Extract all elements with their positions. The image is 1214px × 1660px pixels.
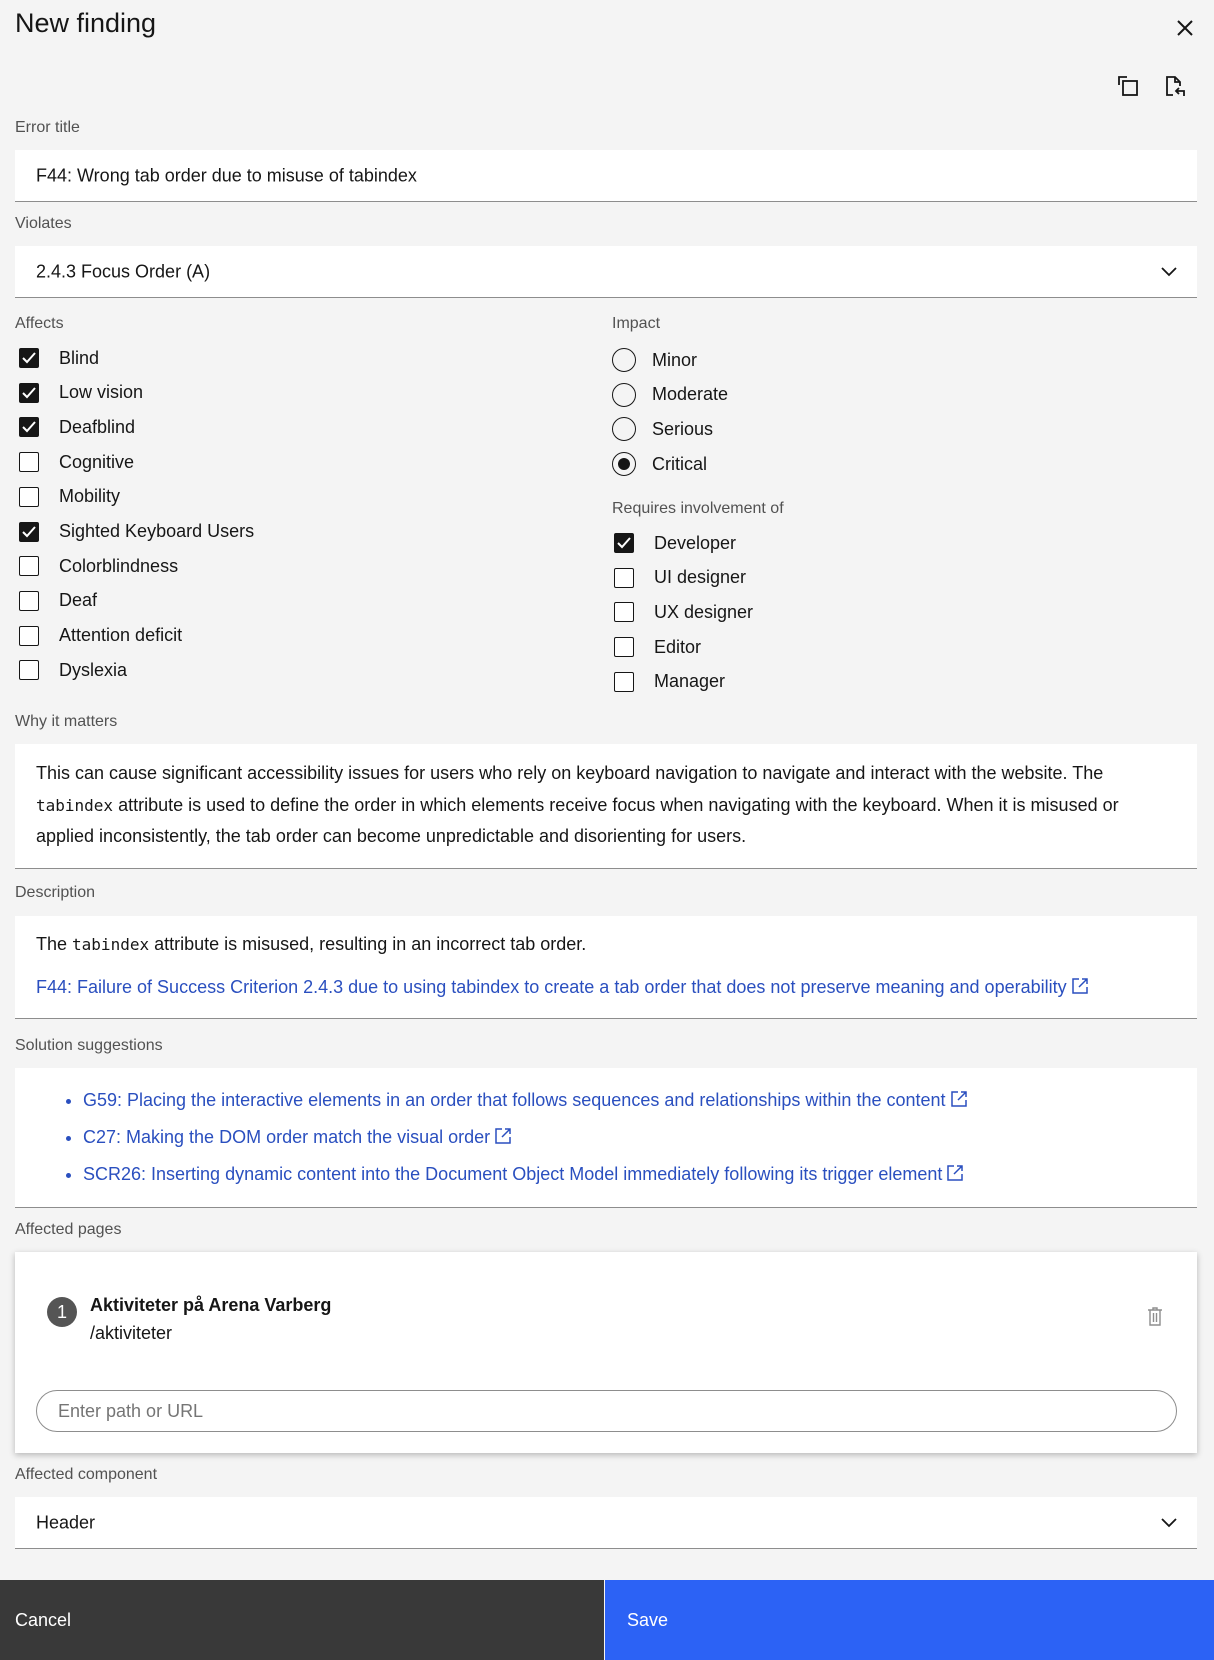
checkbox-icon[interactable] — [19, 487, 39, 507]
checkbox-icon[interactable] — [614, 568, 634, 588]
f44-link[interactable]: F44: Failure of Success Criterion 2.4.3 due to using tabindex to create a tab order that does not preserve meaning and operability — [36, 977, 1089, 997]
checkbox-sighted-keyboard-users[interactable] — [19, 517, 254, 547]
external-link-icon — [946, 1164, 964, 1182]
checkbox-low-vision[interactable] — [19, 378, 143, 408]
copy-button[interactable] — [1112, 70, 1144, 102]
solution-link[interactable]: G59: Placing the interactive elements in an order that follows sequences and relationships within the content — [83, 1090, 968, 1110]
trash-icon — [1147, 1306, 1163, 1326]
checkbox-icon[interactable] — [19, 348, 39, 368]
why-textarea[interactable] — [15, 744, 1197, 869]
option-label: Serious — [652, 418, 714, 439]
why-text: This can cause significant accessibility issues for users who rely on keyboard navigation to navigate and interact with the website. The — [36, 763, 1104, 783]
option-label: Dyslexia — [59, 659, 128, 680]
affects-label: Affects — [15, 315, 64, 332]
checkbox-editor[interactable] — [614, 632, 701, 662]
radio-minor[interactable] — [614, 345, 697, 375]
solutions-box — [15, 1068, 1197, 1208]
checkbox-icon[interactable] — [614, 533, 634, 553]
checkbox-icon[interactable] — [19, 660, 39, 680]
radio-icon[interactable] — [612, 452, 636, 476]
checkbox-icon[interactable] — [19, 626, 39, 646]
page-name: Aktiviteter på Arena Varberg — [90, 1295, 332, 1315]
option-label: Moderate — [652, 384, 729, 405]
description-text-2: attribute is misused, resulting in an incorrect tab order. — [149, 934, 587, 954]
checkbox-attention-deficit[interactable] — [19, 621, 182, 651]
solution-item — [83, 1156, 968, 1193]
checkbox-cognitive[interactable] — [19, 447, 134, 477]
option-label: UI designer — [654, 567, 747, 588]
description-code: tabindex — [72, 935, 150, 954]
import-button[interactable] — [1159, 70, 1191, 102]
chevron-down-icon — [1161, 267, 1177, 277]
option-label: Minor — [652, 349, 698, 370]
page-number-badge: 1 — [47, 1297, 77, 1327]
checkbox-icon[interactable] — [19, 383, 39, 403]
option-label: Editor — [654, 636, 702, 657]
solution-item — [83, 1119, 968, 1156]
copy-icon — [1117, 75, 1139, 97]
radio-icon[interactable] — [612, 348, 636, 372]
checkbox-blind[interactable] — [19, 343, 99, 373]
checkbox-icon[interactable] — [19, 522, 39, 542]
option-label: Cognitive — [59, 451, 135, 472]
why-label: Why it matters — [15, 713, 118, 730]
cancel-button[interactable]: Cancel — [0, 1580, 604, 1660]
radio-icon[interactable] — [612, 383, 636, 407]
solutions-label: Solution suggestions — [15, 1037, 163, 1054]
impact-label: Impact — [612, 315, 661, 332]
checkbox-icon[interactable] — [614, 602, 634, 622]
option-label: Colorblindness — [59, 555, 179, 576]
external-link-icon — [950, 1090, 968, 1108]
option-label: Mobility — [59, 486, 121, 507]
checkbox-deafblind[interactable] — [19, 412, 135, 442]
delete-page-button[interactable] — [1139, 1300, 1171, 1332]
option-label: Deaf — [59, 590, 98, 611]
option-label: Manager — [654, 671, 726, 692]
option-label: Blind — [59, 347, 100, 368]
page-path-input[interactable] — [36, 1390, 1177, 1432]
external-link-icon — [494, 1127, 512, 1145]
checkbox-mobility[interactable] — [19, 482, 120, 512]
description-text: The — [36, 934, 73, 954]
checkbox-colorblindness[interactable] — [19, 551, 178, 581]
radio-icon[interactable] — [612, 417, 636, 441]
why-text-2: attribute is used to define the order in which elements receive focus when navigating with the keyboard. When it is misused or applied inconsistently, the tab order can become unpredictable and disorienting for users. — [36, 794, 1119, 847]
component-value: Header — [36, 1512, 96, 1532]
checkbox-ux-designer[interactable] — [614, 597, 753, 627]
checkbox-ui-designer[interactable] — [614, 563, 746, 593]
option-label: Attention deficit — [59, 625, 183, 646]
affected-pages-card — [15, 1252, 1197, 1453]
radio-critical[interactable] — [614, 449, 707, 479]
description-textarea[interactable] — [15, 916, 1197, 1019]
violates-label: Violates — [15, 215, 72, 232]
option-label: UX designer — [654, 601, 754, 622]
checkbox-dyslexia[interactable] — [19, 655, 127, 685]
solution-item — [83, 1082, 968, 1119]
file-import-icon — [1164, 75, 1186, 97]
checkbox-icon[interactable] — [19, 452, 39, 472]
save-button[interactable]: Save — [605, 1580, 1214, 1660]
checkbox-manager[interactable] — [614, 667, 725, 697]
involvement-label: Requires involvement of — [612, 500, 784, 517]
option-label: Sighted Keyboard Users — [59, 521, 255, 541]
checkbox-developer[interactable] — [614, 528, 736, 558]
solution-link[interactable]: C27: Making the DOM order match the visual order — [83, 1127, 512, 1147]
close-icon — [1176, 19, 1194, 37]
pages-label: Affected pages — [15, 1221, 122, 1238]
violates-select[interactable] — [15, 246, 1197, 298]
radio-serious[interactable] — [614, 414, 713, 444]
component-label: Affected component — [15, 1466, 158, 1483]
option-label: Critical — [652, 453, 708, 474]
radio-moderate[interactable] — [614, 380, 728, 410]
checkbox-icon[interactable] — [614, 637, 634, 657]
why-code: tabindex — [36, 795, 114, 815]
error-title-label: Error title — [15, 119, 80, 136]
dialog-title: New finding — [15, 8, 157, 38]
component-select[interactable] — [15, 1497, 1197, 1549]
option-label: Developer — [654, 532, 737, 553]
close-button[interactable] — [1169, 12, 1201, 44]
checkbox-icon[interactable] — [19, 556, 39, 576]
checkbox-icon[interactable] — [19, 417, 39, 437]
checkbox-icon[interactable] — [614, 672, 634, 692]
option-label: Deafblind — [59, 416, 136, 437]
option-label: Low vision — [59, 382, 144, 403]
solution-link[interactable]: SCR26: Inserting dynamic content into the Document Object Model immediately following its trigger element — [83, 1164, 964, 1184]
checkbox-deaf[interactable] — [19, 586, 97, 616]
checkbox-icon[interactable] — [19, 591, 39, 611]
violates-value: 2.4.3 Focus Order (A) — [36, 261, 211, 281]
chevron-down-icon — [1161, 1518, 1177, 1528]
external-link-icon — [1071, 977, 1089, 995]
description-label: Description — [15, 884, 96, 901]
page-path: /aktiviteter — [90, 1323, 173, 1343]
error-title-input[interactable] — [15, 150, 1197, 202]
error-title-value: F44: Wrong tab order due to misuse of tabindex — [36, 165, 417, 185]
